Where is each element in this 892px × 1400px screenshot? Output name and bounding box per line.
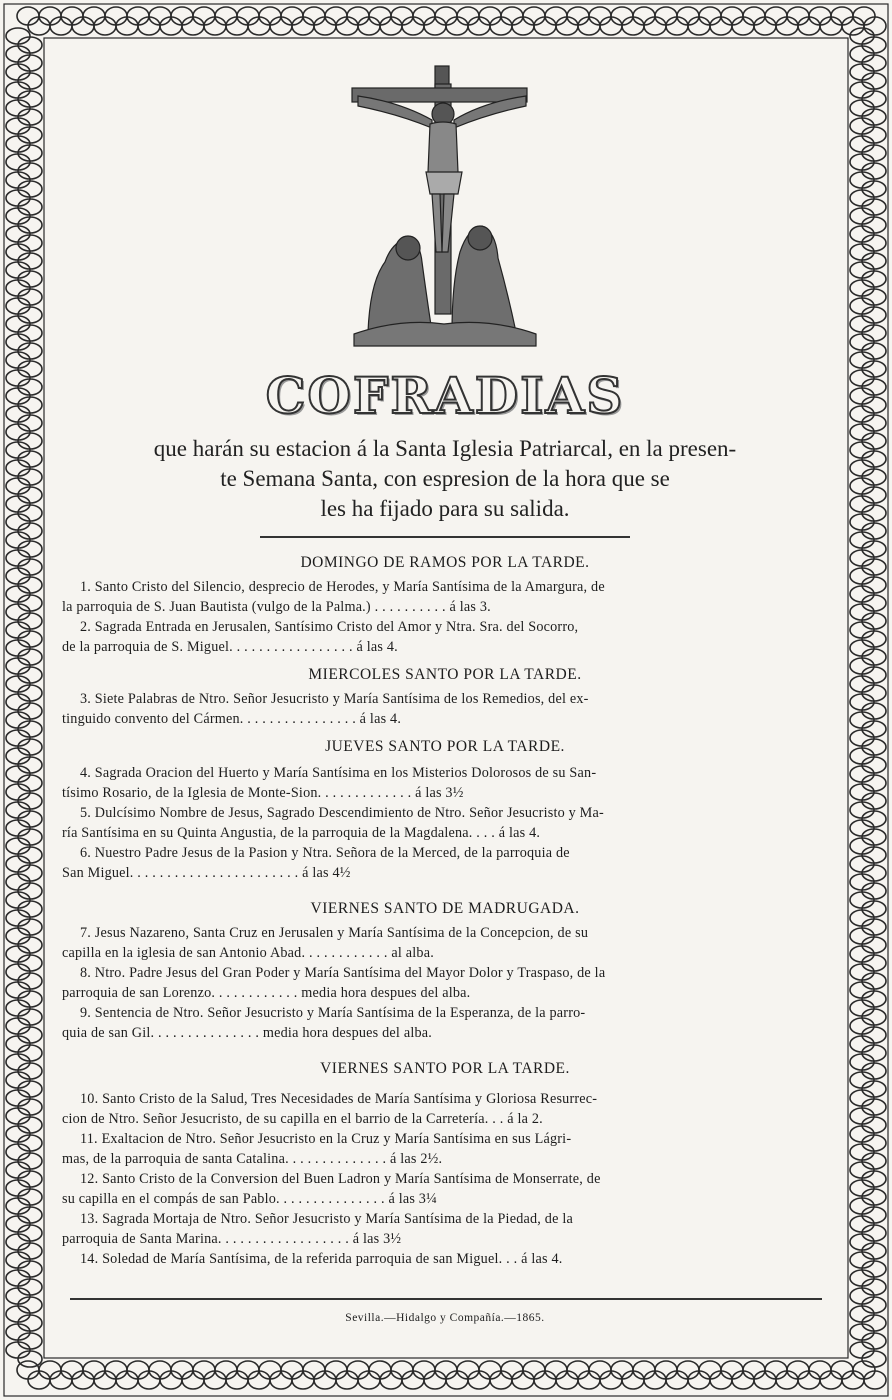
entry-text: tísimo Rosario, de la Iglesia de Monte-Sion. . . . . . . . . . . . . á las 3½: [62, 784, 464, 801]
entry-text: capilla en la iglesia de san Antonio Abad. . . . . . . . . . . . al alba.: [62, 944, 434, 961]
entry-text: cion de Ntro. Señor Jesucristo, de su capilla en el barrio de la Carretería. . . á la 2.: [62, 1110, 543, 1127]
list-item: [62, 618, 822, 657]
entry-text: la parroquia de S. Juan Bautista (vulgo de la Palma.) . . . . . . . . . . á las 3.: [62, 598, 491, 615]
entry-number: 11.: [80, 1131, 98, 1147]
entry-text: Ntro. Padre Jesus del Gran Poder y María Santísima del Mayor Dolor y Traspaso, de la: [94, 965, 606, 981]
entry-text: Exaltacion de Ntro. Señor Jesucristo en la Cruz y María Santísima en sus Lágri-: [101, 1131, 572, 1147]
list-item: [62, 924, 822, 963]
entry-text: Santo Cristo de la Conversion del Buen Ladron y María Santísima de Monserrate, de: [102, 1171, 601, 1187]
entry-number: 5.: [80, 805, 92, 821]
entry-text: quia de san Gil. . . . . . . . . . . . . . . media hora despues del alba.: [62, 1024, 432, 1041]
list-item: [62, 1250, 822, 1270]
footer-rule: [70, 1298, 822, 1300]
content-area: [50, 44, 840, 1342]
section-heading: MIERCOLES SANTO POR LA TARDE.: [308, 666, 582, 683]
list-item: [62, 578, 822, 617]
list-item: [62, 1170, 822, 1209]
list-item: [62, 804, 822, 843]
list-item: [62, 764, 822, 803]
entry-text: Sagrada Entrada en Jerusalen, Santísimo Cristo del Amor y Ntra. Sra. del Socorro,: [94, 619, 579, 635]
list-item: [62, 1090, 822, 1129]
list-item: [62, 964, 822, 1003]
entry-text: Santo Cristo del Silencio, desprecio de Herodes, y María Santísima de la Amargura, de: [94, 579, 605, 595]
section-heading: VIERNES SANTO DE MADRUGADA.: [310, 900, 580, 917]
entry-number: 6.: [80, 845, 92, 861]
entry-text: San Miguel. . . . . . . . . . . . . . . . . . . . . . . á las 4½: [62, 864, 351, 881]
crucifixion-engraving: [340, 62, 550, 352]
list-item: [62, 844, 822, 883]
list-item: [62, 1004, 822, 1043]
entry-text: Sagrada Oracion del Huerto y María Santísima en los Misterios Dolorosos de su San-: [94, 765, 597, 781]
entry-text: de la parroquia de S. Miguel. . . . . . . . . . . . . . . . . á las 4.: [62, 638, 398, 655]
subtitle-line: que harán su estacion á la Santa Iglesia Patriarcal, en la presen-: [153, 436, 737, 461]
entry-text: parroquia de san Lorenzo. . . . . . . . . . . . media hora despues del alba.: [62, 984, 471, 1001]
divider-rule: [260, 536, 630, 538]
entry-text: Siete Palabras de Ntro. Señor Jesucristo y María Santísima de los Remedios, del ex-: [94, 691, 589, 707]
entry-number: 4.: [80, 765, 92, 781]
entry-text: ría Santísima en su Quinta Angustia, de la parroquia de la Magdalena. . . . á las 4.: [62, 824, 541, 841]
entry-text: Dulcísimo Nombre de Jesus, Sagrado Descendimiento de Ntro. Señor Jesucristo y Ma-: [94, 805, 604, 821]
entry-number: 14.: [80, 1251, 99, 1267]
entry-number: 7.: [80, 925, 92, 941]
entry-text: Santo Cristo de la Salud, Tres Necesidades de María Santísima y Gloriosa Resurrec-: [102, 1091, 598, 1107]
subtitle-line: te Semana Santa, con espresion de la hora que se: [220, 466, 670, 491]
imprint-footer: Sevilla.—Hidalgo y Compañía.—1865.: [345, 1312, 545, 1324]
entry-text: Sentencia de Ntro. Señor Jesucristo y María Santísima de la Esperanza, de la parro-: [94, 1005, 586, 1021]
page-title: COFRADIAS: [265, 366, 625, 425]
entry-text: parroquia de Santa Marina. . . . . . . . . . . . . . . . . . á las 3½: [62, 1230, 402, 1247]
entry-number: 10.: [80, 1091, 99, 1107]
section-heading: JUEVES SANTO POR LA TARDE.: [325, 738, 565, 755]
subtitle-line: les ha fijado para su salida.: [320, 496, 570, 521]
list-item: [62, 1210, 822, 1249]
entry-text: Jesus Nazareno, Santa Cruz en Jerusalen y María Santísima de la Concepcion, de su: [94, 925, 589, 941]
entry-number: 8.: [80, 965, 92, 981]
entry-text: su capilla en el compás de san Pablo. . . . . . . . . . . . . . . á las 3¼: [62, 1190, 437, 1207]
entry-number: 3.: [80, 691, 92, 707]
entry-text: mas, de la parroquia de santa Catalina. . . . . . . . . . . . . . á las 2½.: [62, 1150, 443, 1167]
list-item: [62, 690, 822, 729]
entry-text: Soledad de María Santísima, de la referida parroquia de san Miguel. . . á las 4.: [102, 1251, 563, 1267]
entry-text: Sagrada Mortaja de Ntro. Señor Jesucristo y María Santísima de la Piedad, de la: [102, 1211, 573, 1227]
section-heading: VIERNES SANTO POR LA TARDE.: [320, 1060, 570, 1077]
list-item: [62, 1130, 822, 1169]
entry-text: tinguido convento del Cármen. . . . . . . . . . . . . . . . á las 4.: [62, 710, 402, 727]
entry-number: 2.: [80, 619, 92, 635]
entry-number: 1.: [80, 579, 92, 595]
section-heading: DOMINGO DE RAMOS POR LA TARDE.: [300, 554, 590, 571]
entry-number: 13.: [80, 1211, 99, 1227]
entry-text: Nuestro Padre Jesus de la Pasion y Ntra. Señora de la Merced, de la parroquia de: [94, 845, 570, 861]
subtitle: [50, 434, 840, 524]
entry-number: 12.: [80, 1171, 99, 1187]
entry-number: 9.: [80, 1005, 92, 1021]
